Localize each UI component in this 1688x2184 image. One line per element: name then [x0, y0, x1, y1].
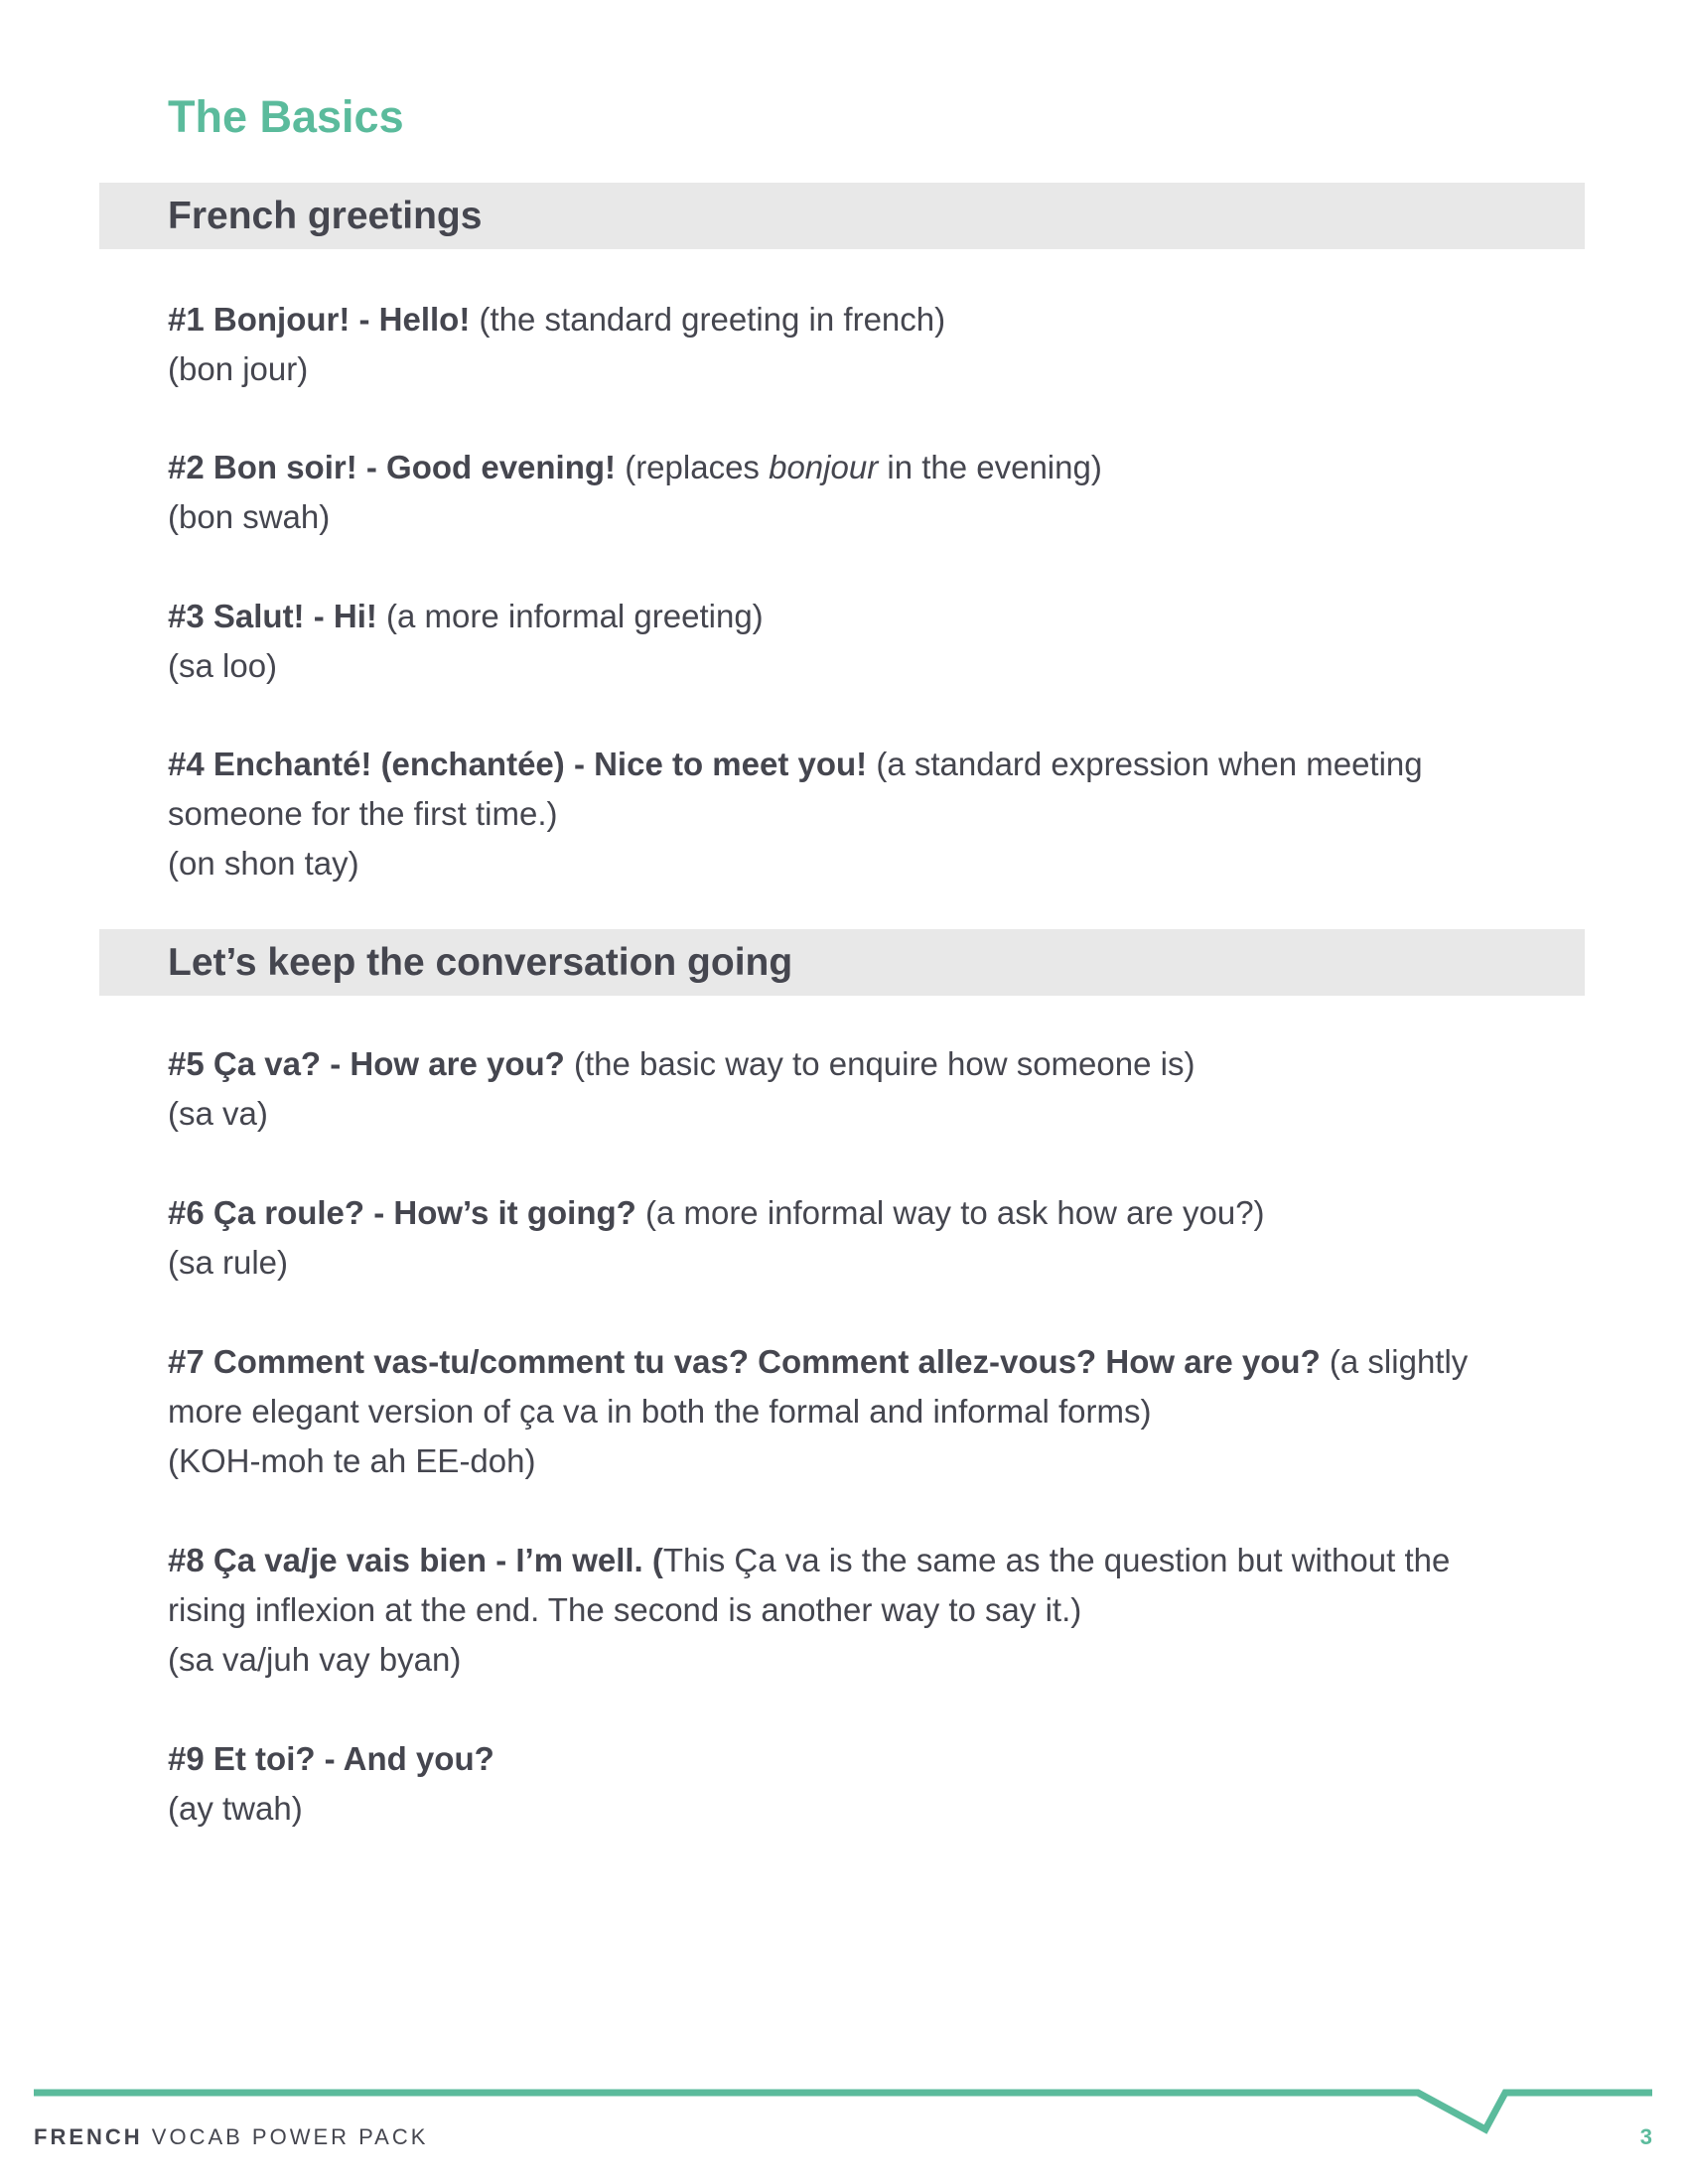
entry-note: (replaces [616, 449, 770, 485]
entry-definition [168, 592, 1518, 641]
entry-term: #4 Enchanté! (enchantée) - Nice to meet you! [168, 746, 868, 782]
vocab-entry-4 [168, 740, 1518, 888]
vocab-entry-8 [168, 1536, 1518, 1685]
entry-note: This Ça va is the same as the question but without the rising inflexion at the end. The second is another way to say it.) [168, 1542, 1451, 1628]
entry-pronunciation: (bon swah) [168, 498, 331, 535]
entry-pronunciation: (sa va/juh vay byan) [168, 1641, 462, 1678]
entry-pronunciation: (bon jour) [168, 350, 309, 387]
entry-definition [168, 1734, 1518, 1784]
entry-note: (the basic way to enquire how someone is) [564, 1045, 1196, 1082]
footer-brand-bold: FRENCH [34, 2124, 143, 2149]
entry-pronunciation: (ay twah) [168, 1790, 303, 1827]
footer-brand [34, 2124, 428, 2150]
entry-definition [168, 1337, 1518, 1436]
entry-term: #8 Ça va/je vais bien - I’m well. ( [168, 1542, 663, 1578]
section-heading: Let’s keep the conversation going [168, 941, 793, 984]
entry-term: #2 Bon soir! - Good evening! [168, 449, 617, 485]
vocab-entry-9 [168, 1734, 1518, 1834]
page-number: 3 [1639, 2124, 1652, 2149]
entry-pronunciation: (on shon tay) [168, 845, 359, 882]
entry-pronunciation: (sa loo) [168, 647, 278, 684]
entry-definition [168, 295, 1518, 344]
entry-note-emphasis: bonjour [769, 449, 879, 485]
section-heading: French greetings [168, 195, 483, 237]
entry-note-end: in the evening) [878, 449, 1102, 485]
entry-term: #9 Et toi? - And you? [168, 1740, 494, 1777]
entry-definition [168, 740, 1518, 839]
entry-note: (a standard expression when meeting someone for the first time.) [168, 746, 1423, 832]
entry-term: #7 Comment vas-tu/comment tu vas? Comment allez-vous? How are you? [168, 1343, 1321, 1380]
entry-term: #5 Ça va? - How are you? [168, 1045, 565, 1082]
vocab-entry-3 [168, 592, 1518, 691]
section-header-conversation [99, 929, 1585, 996]
entry-definition [168, 1188, 1518, 1238]
vocab-entry-5 [168, 1039, 1518, 1139]
vocab-entry-1 [168, 295, 1518, 394]
entry-term: #1 Bonjour! - Hello! [168, 301, 471, 338]
entry-note: (the standard greeting in french) [470, 301, 946, 338]
vocab-entry-2 [168, 443, 1518, 542]
entry-term: #6 Ça roule? - How’s it going? [168, 1194, 636, 1231]
entry-pronunciation: (KOH-moh te ah EE-doh) [168, 1442, 536, 1479]
entry-term: #3 Salut! - Hi! [168, 598, 377, 634]
entry-pronunciation: (sa rule) [168, 1244, 289, 1281]
entry-definition [168, 443, 1518, 492]
entry-definition [168, 1039, 1518, 1089]
page-title: The Basics [168, 91, 404, 142]
vocab-entry-7 [168, 1337, 1518, 1486]
vocab-entry-6 [168, 1188, 1518, 1288]
entry-pronunciation: (sa va) [168, 1095, 268, 1132]
footer-brand-rest: VOCAB POWER PACK [142, 2124, 429, 2149]
entry-definition [168, 1536, 1518, 1635]
entry-note: (a more informal way to ask how are you?) [635, 1194, 1265, 1231]
entry-note: (a more informal greeting) [376, 598, 764, 634]
section-header-greetings [99, 183, 1585, 249]
entry-note: (a slightly more elegant version of ça va in both the formal and informal forms) [168, 1343, 1469, 1430]
